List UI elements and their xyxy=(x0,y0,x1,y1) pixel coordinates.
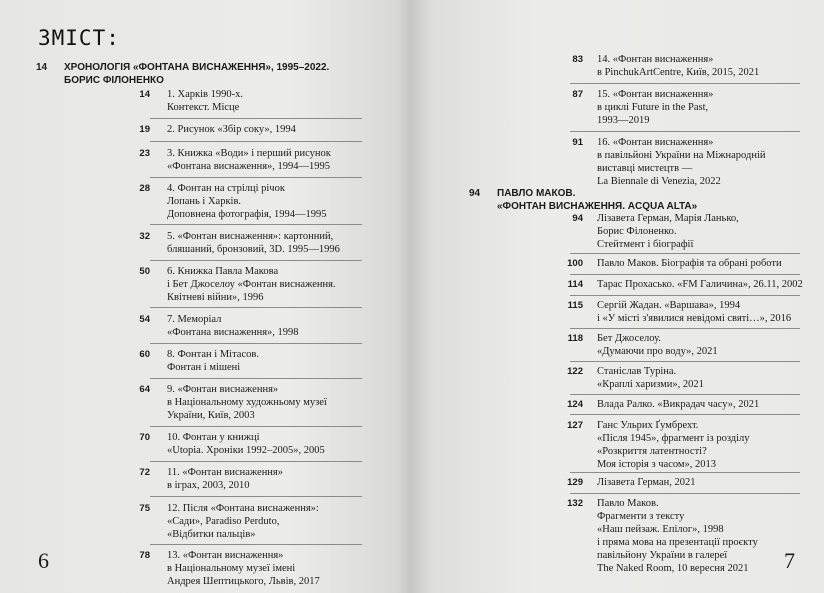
entry-title: 15. «Фонтан виснаження» в циклі Future in the Past, 1993—2019 xyxy=(597,89,714,127)
entry-page-number: 132 xyxy=(567,497,583,509)
entry-page-number: 78 xyxy=(139,550,150,562)
entry-divider xyxy=(150,141,362,142)
entry-page-number: 72 xyxy=(139,467,150,479)
entry-title: 3. Книжка «Води» і перший рисунок «Фонтана виснаження», 1994—1995 xyxy=(167,147,331,172)
entry-page-number: 50 xyxy=(139,266,150,277)
section-page-number: 14 xyxy=(36,62,48,73)
entry-title: 2. Рисунок «Збір соку», 1994 xyxy=(167,124,296,136)
entry-page-number: 70 xyxy=(139,432,150,443)
entry-page-number: 100 xyxy=(567,258,583,270)
entry-divider xyxy=(150,224,362,225)
entry-page-number: 124 xyxy=(567,398,583,410)
entry-title: 4. Фонтан на стрілці річок Лопань і Харків. Доповнена фотографія, 1994—1995 xyxy=(167,183,327,220)
section-title-line: «ФОНТАН ВИСНАЖЕННЯ. ACQUA ALTA» xyxy=(497,201,698,212)
entry-divider xyxy=(570,472,800,473)
entry-title: Станіслав Туріна. «Краплі харизми», 2021 xyxy=(597,365,704,390)
entry-title: 10. Фонтан у книжці «Utopia. Хроніки 1992–2005», 2005 xyxy=(167,432,325,456)
entry-divider xyxy=(150,496,362,497)
entry-title: 1. Харків 1990-х. Контекст. Місце xyxy=(167,89,243,113)
entry-page-number: 87 xyxy=(572,89,583,101)
entry-divider xyxy=(570,361,800,362)
entry-divider xyxy=(570,295,800,296)
entry-title: 6. Книжка Павла Макова і Бет Джоселоу «Фонтан виснаження. Квітневі війни», 1996 xyxy=(167,266,336,303)
entry-title: Павло Маков. Біографія та обрані роботи xyxy=(597,258,782,270)
entry-page-number: 115 xyxy=(567,299,583,311)
entry-title: 5. «Фонтан виснаження»: картонний, бляшаний, бронзовий, 3D. 1995—1996 xyxy=(167,230,340,255)
entry-divider xyxy=(570,394,800,395)
entry-page-number: 127 xyxy=(567,419,583,431)
entry-divider xyxy=(150,461,362,462)
entry-title: 14. «Фонтан виснаження» в PinchukArtCentre, Київ, 2015, 2021 xyxy=(597,54,760,78)
entry-divider xyxy=(570,274,800,275)
entry-page-number: 28 xyxy=(139,183,150,194)
entry-divider xyxy=(150,544,362,545)
page-number-right: 7 xyxy=(784,548,795,573)
entry-page-number: 64 xyxy=(139,384,150,396)
entry-page-number: 94 xyxy=(572,213,583,224)
entry-title: 8. Фонтан і Мітасов. Фонтан і мішені xyxy=(167,349,259,373)
entry-divider xyxy=(150,307,362,308)
entry-page-number: 118 xyxy=(567,332,583,344)
section-title-line: ПАВЛО МАКОВ. xyxy=(497,188,576,199)
entry-page-number: 60 xyxy=(139,349,150,360)
entry-divider xyxy=(570,131,800,132)
entry-title: 12. Після «Фонтана виснаження»: «Сади», Paradiso Perduto, «Відбитки пальців» xyxy=(167,502,319,540)
entry-divider xyxy=(150,177,362,178)
section-title-line: ХРОНОЛОГІЯ «ФОНТАНА ВИСНАЖЕННЯ», 1995–2022. xyxy=(64,62,330,73)
entry-title: Ганс Ульрих Ґумбрехт. «Після 1945», фрагмент із розділу «Розкриття латентності? Моя історія з часом», 2013 xyxy=(597,419,750,470)
entry-page-number: 32 xyxy=(139,230,150,242)
right-page xyxy=(412,0,824,593)
page-number-left: 6 xyxy=(38,548,49,573)
entry-title: Сергій Жадан. «Варшава», 1994 і «У місті з'явилися невідомі святі…», 2016 xyxy=(597,299,792,324)
entry-page-number: 122 xyxy=(567,365,583,377)
entry-title: Тарас Прохасько. «FM Галичина», 26.11, 2002 xyxy=(597,279,803,290)
entry-title: 9. «Фонтан виснаження» в Національному художньому музеї України, Київ, 2003 xyxy=(167,384,327,422)
entry-title: 11. «Фонтан виснаження» в іграх, 2003, 2010 xyxy=(167,467,284,492)
entry-page-number: 23 xyxy=(139,147,150,159)
entry-divider xyxy=(150,343,362,344)
entry-page-number: 19 xyxy=(139,124,150,136)
entry-title: 16. «Фонтан виснаження» в павільйоні України на Міжнародній виставці мистецтв — La Biennale di Venezia, 2022 xyxy=(597,137,766,187)
entry-page-number: 75 xyxy=(139,502,150,514)
entry-page-number: 114 xyxy=(567,279,583,290)
section-title-line: БОРИС ФІЛОНЕНКО xyxy=(64,75,164,86)
entry-title: 7. Меморіал «Фонтана виснаження», 1998 xyxy=(167,313,299,338)
entry-title: Лізавета Герман, Марія Ланько, Борис Філоненко. Стейтмент і біографії xyxy=(597,213,739,250)
entry-page-number: 14 xyxy=(139,89,150,100)
entry-page-number: 129 xyxy=(567,477,583,488)
entry-page-number: 83 xyxy=(572,54,583,65)
section-page-number: 94 xyxy=(469,188,481,199)
entry-divider xyxy=(570,414,800,415)
entry-page-number: 91 xyxy=(572,137,583,148)
contents-heading: ЗМІСТ: xyxy=(38,26,120,50)
entry-divider xyxy=(570,253,800,254)
entry-title: Бет Джоселоу. «Думаючи про воду», 2021 xyxy=(597,332,718,357)
entry-title: Лізавета Герман, 2021 xyxy=(597,477,696,488)
entry-divider xyxy=(570,328,800,329)
entry-divider xyxy=(150,426,362,427)
entry-divider xyxy=(150,118,362,119)
entry-divider xyxy=(150,378,362,379)
entry-page-number: 54 xyxy=(139,313,150,325)
entry-title: 13. «Фонтан виснаження» в Національному музеї імені Андрея Шептицького, Львів, 2017 xyxy=(167,550,320,588)
entry-title: Павло Маков. Фрагменти з тексту «Наш пейзаж. Епілог», 1998 і пряма мова на презентації проєкту павільйону України в галереї The Naked Room, 10 вересня 2021 xyxy=(597,497,758,574)
entry-divider xyxy=(570,83,800,84)
entry-divider xyxy=(150,260,362,261)
entry-divider xyxy=(570,493,800,494)
entry-title: Влада Ралко. «Викрадач часу», 2021 xyxy=(597,398,760,410)
